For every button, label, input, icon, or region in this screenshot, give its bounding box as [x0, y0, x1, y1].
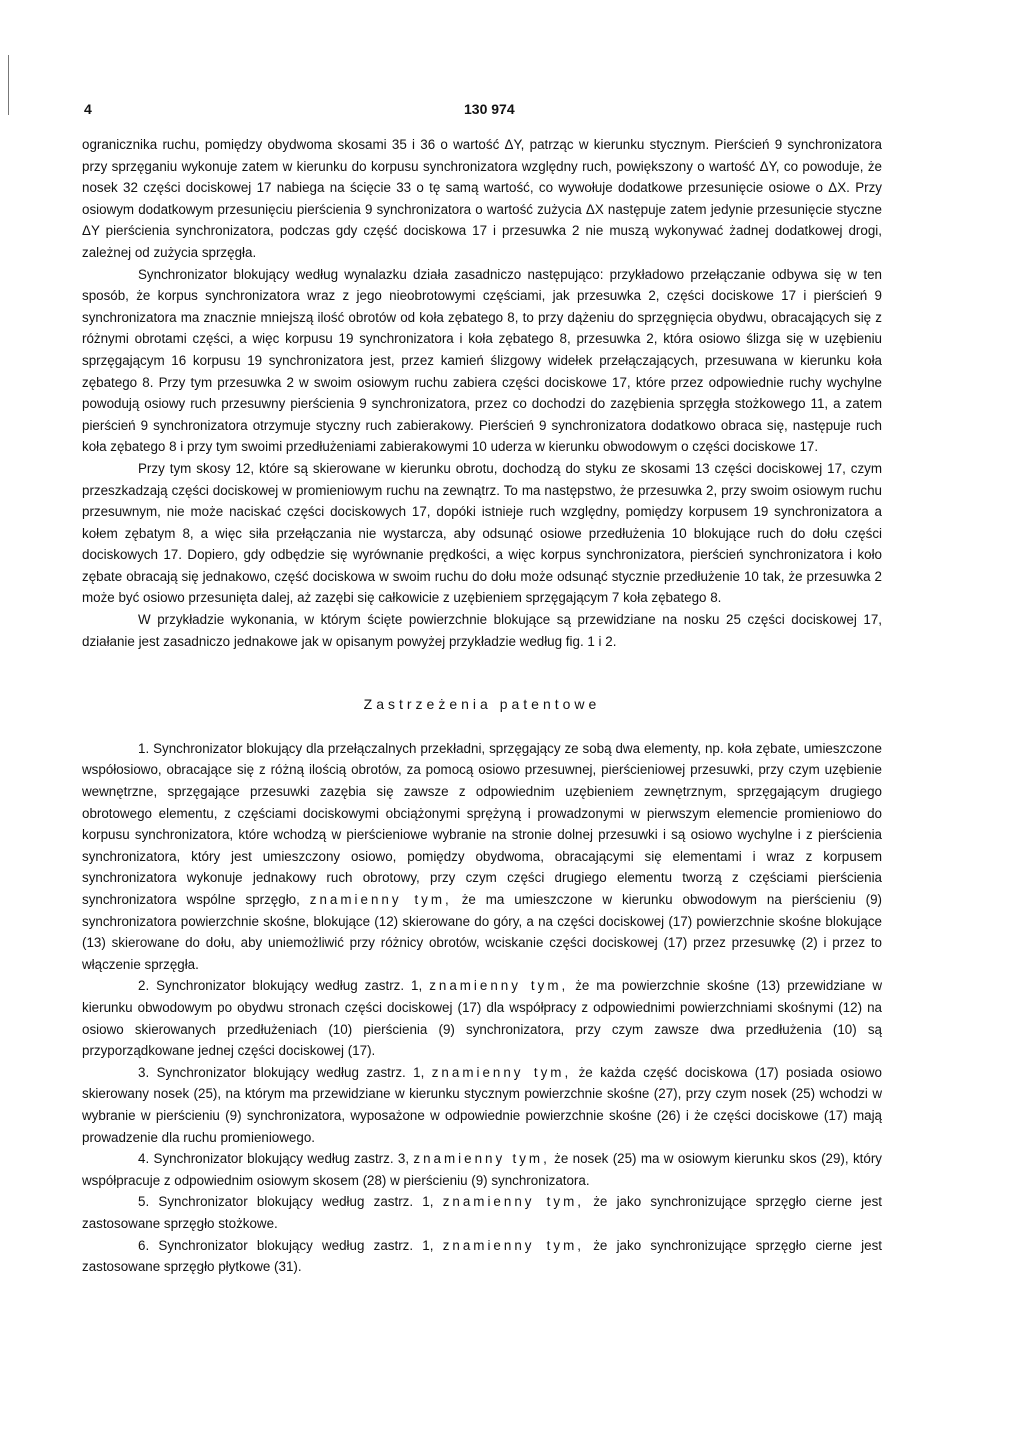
claim-text: 6. Synchronizator blokujący według zastrz. 1,: [138, 1237, 443, 1253]
page-number: 4: [84, 101, 92, 117]
paragraph: Synchronizator blokujący według wynalazku działa zasadniczo następująco: przykładowo przełączanie odbywa się w ten sposób, że korpus synchronizatora wraz z jego nieobrotowymi częściami, jak przesuwka 2, części dociskowe 17 i pierścień 9 synchronizatora ma znacznie mniejszą ilość obrotów od koła zębatego 8, to przy dążeniu do sprzęgnięcia obydwu, obracających się z różnymi obrotami części, a więc korpusu 19 synchronizatora i koła zębatego 8, przesuwka 2, która osiowo ślizga się w uzębieniu sprzęgającym 16 korpusu 19 synchronizatora jest, przez kamień ślizgowy widełek przełączających, przesuwana w kierunku koła zębatego 8. Przy tym przesuwka 2 w swoim osiowym ruchu zabiera części dociskowe 17, które przez odpowiednie ruchy wychylne powodują osiowy ruch przesuwny pierścienia 9 synchronizatora, przez co dochodzi do zazębienia sprzęgła stożkowego 11, a zatem pierścień 9 synchronizatora otrzymuje styczny ruch zabierakowy. Pierścień 9 synchronizatora dodatkowo obraca się, następuje ruch koła zębatego 8 i przy tym swoimi przedłużeniami zabierakowymi 10 uderza w kierunku obwodowym o części dociskowe 17.: [82, 266, 882, 455]
claim-text: że ma powierzchnie skośne (13) przewidziane w kierunku obwodowym po obydwu stronach części dociskowej (17) dla współpracy z odpowiednimi powierzchniami skośnymi (12) na osiowo skierowanych przedłużeniach (10) pierścienia (9) synchronizatora, przy czym zawsze dwa przedłużenia (10) są przyporządkowane jednej części dociskowej (17).: [82, 978, 882, 1059]
claim-text: że każda część dociskowa (17) posiada osiowo skierowany nosek (25), na którym ma przewidziane w kierunku stycznym powierzchnie skośne (27), przy czym nosek (25) wchodzi w wybranie w pierścieniu (9) synchronizatora, wyposażone w odpowiednie powierzchnie skośne (26) i że części dociskowe (17) mają prowadzenie dla ruchu promieniowego.: [82, 1064, 882, 1145]
paragraph: Przy tym skosy 12, które są skierowane w kierunku obrotu, dochodzą do styku ze skosami 13 części dociskowej 17, czym przeszkadzają części dociskowej w promieniowym ruchu na zewnątrz. To ma następstwo, że przesuwka 2, przy swoim osiowym ruchu przesuwnym, nie może naciskać części dociskowych 17, dopóki istnieje ruch względny, pomiędzy korpusem 19 synchronizatora a kołem zębatym 8, a więc siła przełączania nie wystarcza, aby odsunąć osiowe przedłużenia 10 blokujące ruch do dołu części dociskowych 17. Dopiero, gdy odbędzie się wyrównanie prędkości, a więc korpus synchronizatora, pierścień synchronizatora i koło zębate obracają się jednakowo, część dociskowa w swoim ruchu do dołu może odsunąć stycznie przedłużenie 10 tak, że przesuwka 2 może być osiowo przesunięta dalej, aż zazębi się całkowicie z uzębieniem sprzęgającym 7 koła zębatego 8.: [82, 460, 882, 606]
claim: [82, 1191, 882, 1234]
claim-text: 5. Synchronizator blokujący według zastrz. 1,: [138, 1194, 443, 1210]
document-body: [82, 134, 882, 1278]
claim-text: 2. Synchronizator blokujący według zastrz. 1,: [138, 978, 430, 994]
claim: [82, 1148, 882, 1191]
claim-text: 4. Synchronizator blokujący według zastrz. 3,: [138, 1151, 414, 1167]
claim-text: 1. Synchronizator blokujący dla przełączalnych przekładni, sprzęgający ze sobą dwa elementy, np. koła zębate, umieszczone współosiowo, obracające się z różną ilością obrotów, za pomocą osiowo przesuwnej, pierścieniowej przesuwki, przy czym uzębienie wewnętrzne, sprzęgające przesuwki zazębia się zawsze z odpowiednim uzębieniem zewnętrznym, sprzęgającym drugiego obrotowego elementu, z częściami dociskowymi obciążonymi sprężyną i prowadzonymi w pierwszym elemencie promieniowo do korpusu synchronizatora, które wchodzą w pierścieniowe wybranie na stronie dolnej przesuwki i są osiowo wychylne i z pierścienia synchronizatora, który jest umieszczony osiowo, pomiędzy obydwoma, obracającymi się elementami i wraz z korpusem synchronizatora wykonuje jednakowy ruch obrotowy, przy czym części drugiego elementu tworzą z częściami pierścienia synchronizatora wspólne sprzęgło,: [82, 740, 882, 907]
claim-characterizing-phrase: znamienny tym,: [309, 892, 452, 907]
claim-characterizing-phrase: znamienny tym,: [442, 1237, 584, 1253]
claim-text: że jako synchronizujące sprzęgło cierne jest zastosowane sprzęgło płytkowe (31).: [82, 1237, 882, 1275]
claim-characterizing-phrase: znamienny tym,: [442, 1194, 584, 1210]
paragraph: ogranicznika ruchu, pomiędzy obydwoma skosami 35 i 36 o wartość ΔY, patrząc w kierunku stycznym. Pierścień 9 synchronizatora przy sprzęganiu wykonuje zatem w kierunku do korpusu synchronizatora względny ruch, powiększony o wartość ΔY, co powoduje, że nosek 32 części dociskowej 17 nabiega na ścięcie 33 o tę samą wartość, co wywołuje dodatkowe przesunięcie osiowe o ΔX. Przy osiowym dodatkowym przesunięciu pierścienia 9 synchronizatora o wartość zużycia ΔX następuje zatem jedynie przesunięcie styczne ΔY pierścienia synchronizatora, podczas gdy część dociskowa 17 i przesuwka 2 nie muszą wykonywać żadnej dodatkowej drogi, zależnej od zużycia sprzęgła.: [82, 137, 882, 260]
paragraph: W przykładzie wykonania, w którym ścięte powierzchnie blokujące są przewidziane na nosku 25 części dociskowej 17, działanie jest zasadniczo jednakowe jak w opisanym powyżej przykładzie według fig. 1 i 2.: [82, 612, 882, 649]
claim-characterizing-phrase: znamienny tym,: [431, 1064, 572, 1080]
claim-text: 3. Synchronizator blokujący według zastrz. 1,: [138, 1064, 432, 1080]
claim: [82, 1235, 882, 1278]
claim: [82, 1062, 882, 1148]
section-title: Zastrzeżenia patentowe: [363, 696, 601, 713]
claim-text: że nosek (25) ma w osiowym kierunku skos (29), który współpracuje z odpowiednim osiowym skosem (28) w pierścieniu (9) synchronizatora.: [82, 1151, 882, 1188]
claim-characterizing-phrase: znamienny tym,: [429, 978, 569, 994]
claim-text: że jako synchronizujące sprzęgło cierne jest zastosowane sprzęgło stożkowe.: [82, 1194, 882, 1231]
document-number: 130 974: [464, 101, 515, 117]
claim: [82, 738, 882, 976]
claim: [82, 975, 882, 1061]
scan-edge-mark: [8, 55, 9, 115]
claim-text: że ma umieszczone w kierunku obwodowym na pierścieniu (9) synchronizatora powierzchnie skośne, blokujące (12) skierowane do góry, a na części dociskowej (17) powierzchnie skośne blokujące (13) skierowane do dołu, aby uniemożliwić przy różnicy obrotów, wciskanie części dociskowej (17) przez przesuwkę (2) i przez to włączenie sprzęgła.: [82, 892, 882, 972]
claim-characterizing-phrase: znamienny tym,: [413, 1151, 550, 1167]
